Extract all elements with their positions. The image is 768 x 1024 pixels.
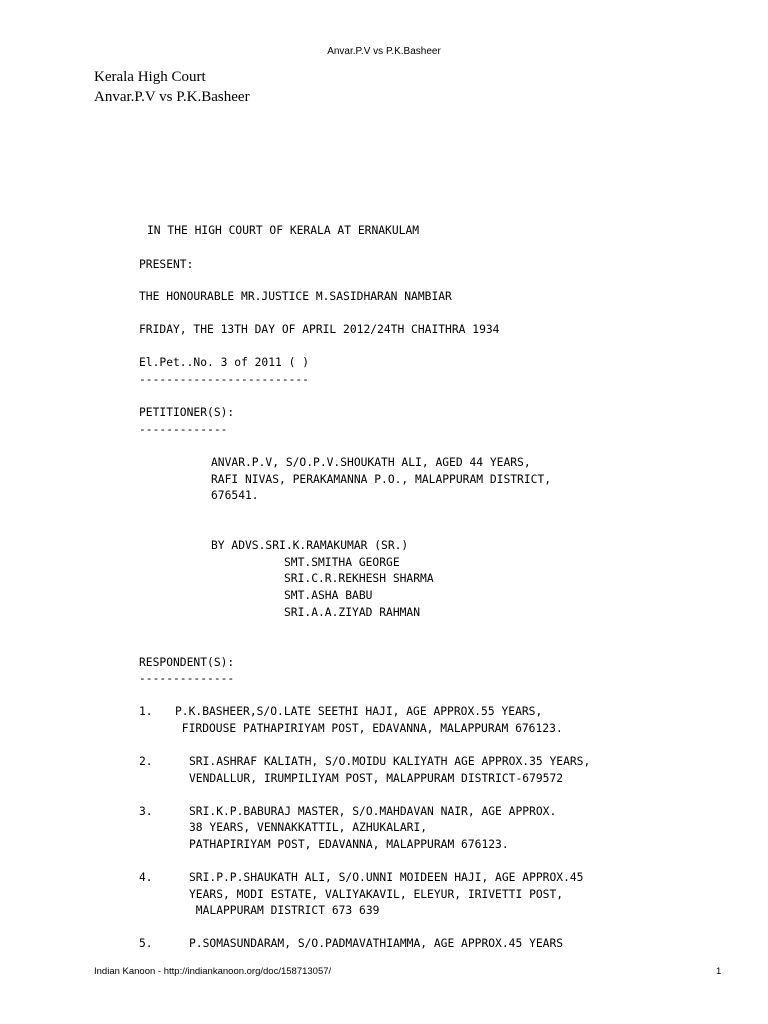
advocate-line: SMT.SMITHA GEORGE [284,556,400,569]
petitioners-rule: ------------- [139,423,228,436]
court-name-title: Kerala High Court [94,69,206,85]
date-line: FRIDAY, THE 13TH DAY OF APRIL 2012/24TH CHAITHRA 1934 [139,323,500,336]
judge-line: THE HONOURABLE MR.JUSTICE M.SASIDHARAN NAMBIAR [139,290,452,303]
petitioners-label: PETITIONER(S): [139,406,235,419]
respondent-line: 38 YEARS, VENNAKKATTIL, AZHUKALARI, [189,821,428,834]
page-number: 1 [716,966,722,977]
advocate-line: SRI.A.A.ZIYAD RAHMAN [284,606,421,619]
advocate-line: BY ADVS.SRI.K.RAMAKUMAR (SR.) [211,539,409,552]
respondent-line: SRI.P.P.SHAUKATH ALI, S/O.UNNI MOIDEEN HAJI, AGE APPROX.45 [189,871,584,884]
advocate-line: SMT.ASHA BABU [284,589,373,602]
respondent-number: 2. [139,755,153,768]
respondent-number: 5. [139,937,153,950]
court-heading: IN THE HIGH COURT OF KERALA AT ERNAKULAM [147,224,420,237]
case-number-rule: ------------------------- [139,373,310,386]
advocate-line: SRI.C.R.REKHESH SHARMA [284,572,434,585]
present-label: PRESENT: [139,258,194,271]
running-header: Anvar.P.V vs P.K.Basheer [327,46,441,57]
respondent-line: P.K.BASHEER,S/O.LATE SEETHI HAJI, AGE APPROX.55 YEARS, [175,705,543,718]
footer-source-link[interactable]: Indian Kanoon - http://indiankanoon.org/doc/158713057/ [94,966,332,977]
respondents-rule: -------------- [139,672,235,685]
respondent-line: SRI.K.P.BABURAJ MASTER, S/O.MAHDAVAN NAIR, AGE APPROX. [189,805,557,818]
respondent-line: FIRDOUSE PATHAPIRIYAM POST, EDAVANNA, MALAPPURAM 676123. [175,722,563,735]
respondent-number: 4. [139,871,153,884]
case-title: Anvar.P.V vs P.K.Basheer [94,89,250,105]
respondents-label: RESPONDENT(S): [139,656,235,669]
petitioner-line: 676541. [211,489,259,502]
respondent-number: 1. [139,705,153,718]
respondent-line: SRI.ASHRAF KALIATH, S/O.MOIDU KALIYATH AGE APPROX.35 YEARS, [189,755,591,768]
respondent-line: MALAPPURAM DISTRICT 673 639 [189,904,380,917]
petitioner-line: RAFI NIVAS, PERAKAMANNA P.O., MALAPPURAM DISTRICT, [211,473,552,486]
respondent-line: YEARS, MODI ESTATE, VALIYAKAVIL, ELEYUR, IRIVETTI POST, [189,888,564,901]
petitioner-line: ANVAR.P.V, S/O.P.V.SHOUKATH ALI, AGED 44 YEARS, [211,456,531,469]
respondent-line: P.SOMASUNDARAM, S/O.PADMAVATHIAMMA, AGE APPROX.45 YEARS [189,937,564,950]
respondent-line: PATHAPIRIYAM POST, EDAVANNA, MALAPPURAM 676123. [189,838,509,851]
respondent-line: VENDALLUR, IRUMPILIYAM POST, MALAPPURAM DISTRICT-679572 [189,772,564,785]
case-number: El.Pet..No. 3 of 2011 ( ) [139,356,310,369]
respondent-number: 3. [139,805,153,818]
